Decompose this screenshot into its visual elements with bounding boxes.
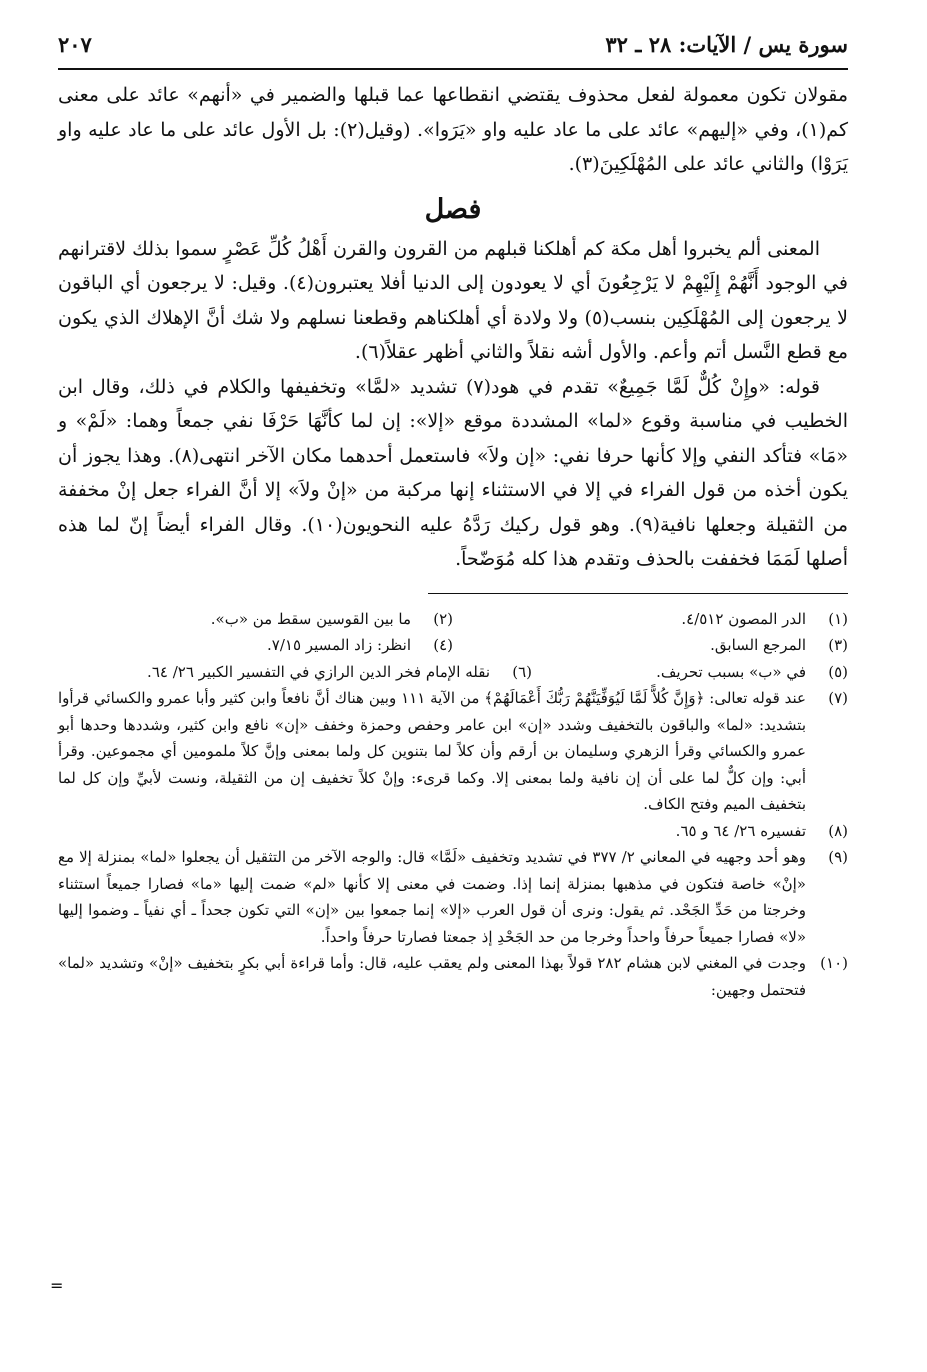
footnote-number: (٧) bbox=[828, 689, 848, 707]
footnote-number: (٥) bbox=[828, 662, 848, 681]
footnote-8 bbox=[58, 818, 848, 845]
footnote-row bbox=[58, 659, 848, 686]
footnote-text: ما بين القوسين سقط من «ب». bbox=[210, 609, 411, 628]
footnote-row bbox=[58, 606, 848, 633]
margin-mark: = bbox=[50, 1276, 64, 1295]
footnote-text: الدر المصون ٤/٥١٢. bbox=[681, 609, 806, 628]
page-number: ٢٠٧ bbox=[58, 32, 92, 57]
footnote-separator bbox=[428, 593, 848, 594]
footnotes bbox=[58, 606, 848, 1004]
footnote-2 bbox=[58, 606, 453, 633]
page-header bbox=[58, 24, 848, 70]
footnote-text: تفسيره ٢٦/ ٦٤ و ٦٥. bbox=[675, 821, 806, 840]
footnote-number: (١) bbox=[828, 609, 848, 628]
footnote-number: (٨) bbox=[828, 821, 848, 840]
footnote-row bbox=[58, 632, 848, 659]
footnote-4 bbox=[58, 632, 453, 659]
running-title: سورة يس / الآيات: ٢٨ ـ ٣٢ bbox=[605, 32, 848, 57]
footnote-7 bbox=[58, 685, 848, 818]
footnote-text: عند قوله تعالى: ﴿وَإِنَّ كُلاًّ لَمَّا لَيُوَفِّيَنَّهُمْ رَبُّكَ أَعْمَالَهُمْ﴾ من الآية ١١١ وبين هناك أنَّ نافعاً وابن كثير وأبا عمرو والكسائي قرأوا بتشديد: «لما» والباقون بالتخفيف وشدد «إن» ابن عامر وحفص وحمزة وخفف «إن» نافع وابن كثير، وشددها وحدها أبو عمرو والكسائي وقرأ الزهري وسليمان بن أرقم وأن كلاً لما بتنوين كل ولما بمعنى وإنَّ كلاً ملمومين أي مجموعين. وقرأ أبي: وإن كلٌّ لما على أن إن نافية ولما بمعنى إلا. وكما قرىء: وإنْ كلاً تخفيف إن من الثقيلة، ونست لأبيِّ وإن كل لما بتخفيف الميم وفتح الكاف. bbox=[58, 689, 807, 813]
paragraph-1: مقولان تكون معمولة لفعل محذوف يقتضي انقطاعها عما قبلها والضمير في «أنهم» عائد على معنى كم(١)، وفي «إليهم» عائد على ما عاد عليه واو «يَرَوا». (وقيل(٢): بل الأول عائد على ما عاد عليه واو يَرَوْا) والثاني عائد على المُهْلَكِينَ(٣). bbox=[58, 84, 848, 175]
footnote-5 bbox=[532, 659, 848, 686]
footnote-6 bbox=[58, 659, 532, 686]
footnote-number: (١٠) bbox=[820, 954, 848, 972]
footnote-number: (٦) bbox=[512, 662, 532, 681]
paragraph-2: المعنى ألم يخبروا أهل مكة كم أهلكنا قبلهم من القرون والقرن أَهْلُ كُلِّ عَصْرٍ سموا بذلك لاقترانهم في الوجود أَنَّهُمْ إِلَيْهِمْ لا يَرْجِعُونَ أي لا يعودون إلى الدنيا أفلا يعتبرون(٤). وقيل: لا يرجعون أي الباقون لا يرجعون إلى المُهْلَكِين بنسب(٥) ولا ولادة أي أهلكناهم وقطعنا نسلهم ولا شك أنَّ الإهلاك الذي يكون مع قطع النَّسل أتم وأعم. والأول أشه نقلاً والثاني أظهر عقلاً(٦). bbox=[58, 237, 848, 363]
footnote-3 bbox=[453, 632, 848, 659]
main-text bbox=[58, 78, 848, 577]
paragraph-3: قوله: «وإِنْ كُلٌّ لَمَّا جَمِيعٌ» تقدم في هود(٧) تشديد «لمَّا» وتخفيفها والكلام في ذلك، وقال ابن الخطيب في مناسبة وقوع «لما» المشددة موقع «إلا»: إن لما كأنَّهَا حَرْفَا نفي جمعاً وهما: «لَمْ» و «مَا» فتأكد النفي وإلا كأنها حرفا نفي: «إن ولاَ» فاستعمل أحدهما مكان الآخر انتهى(٨). وهذا يجوز أن يكون أخذه من قول الفراء في إلا في الاستثناء إنها مركبة من «إنْ ولاَ» إلا أنَّ الفراء جعل إنْ مخففة من الثقيلة وجعلها نافية(٩). وهو قول ركيك رَدَّهُ عليه النحويون(١٠). وقال الفراء أيضاً إنّ لما هذه أصلها لَمَمَا فخففت بالحذف وتقدم هذا كله مُوَضّحاً. bbox=[58, 375, 848, 570]
footnote-number: (٣) bbox=[828, 636, 848, 654]
footnote-10 bbox=[58, 950, 848, 1003]
footnote-9 bbox=[58, 844, 848, 950]
footnote-1 bbox=[453, 606, 848, 633]
book-page bbox=[58, 24, 848, 1344]
footnote-number: (٩) bbox=[828, 848, 848, 866]
footnote-text: وجدت في المغني لابن هشام ٢٨٢ قولاً بهذا المعنى ولم يعقب عليه، قال: وأما قراءة أبي بكرٍ بتخفيف «إنْ» وتشديد «لما» فتحتمل وجهين: bbox=[58, 954, 807, 999]
footnote-text: نقله الإمام فخر الدين الرازي في التفسير الكبير ٢٦/ ٦٤. bbox=[147, 662, 490, 681]
footnote-number: (٢) bbox=[433, 609, 453, 628]
footnote-text: انظر: زاد المسير ٧/١٥. bbox=[267, 636, 411, 654]
section-heading: فصل bbox=[424, 193, 482, 225]
footnote-text: وهو أحد وجهيه في المعاني ٢/ ٣٧٧ في تشديد وتخفيف «لَمَّا» قال: والوجه الآخر من التثقيل أن يجعلوا «لما» بمنزلة إلا مع «إنْ» خاصة فتكون في مذهبها بمنزلة إنما إذا. وضمت في معنى إلا كأنها «لم» ضمت إليها «ما» فصارا جميعاً استثناء وخرجتا من حَدِّ الجَحْد. ثم يقول: ونرى أن قول العرب «إلا» إنما جمعوا بين «إن» التي تكون جحداً ـ أي نفياً ـ وضموا إليها «لا» فصارا جميعاً حرفاً واحداً وخرجا من حد الجَحْدِ إذ جمعتا فصارتا حرفاً واحداً. bbox=[58, 848, 806, 946]
footnote-number: (٤) bbox=[433, 636, 453, 654]
footnote-text: المرجع السابق. bbox=[710, 636, 806, 654]
footnote-text: في «ب» بسبب تحريف. bbox=[656, 662, 806, 681]
